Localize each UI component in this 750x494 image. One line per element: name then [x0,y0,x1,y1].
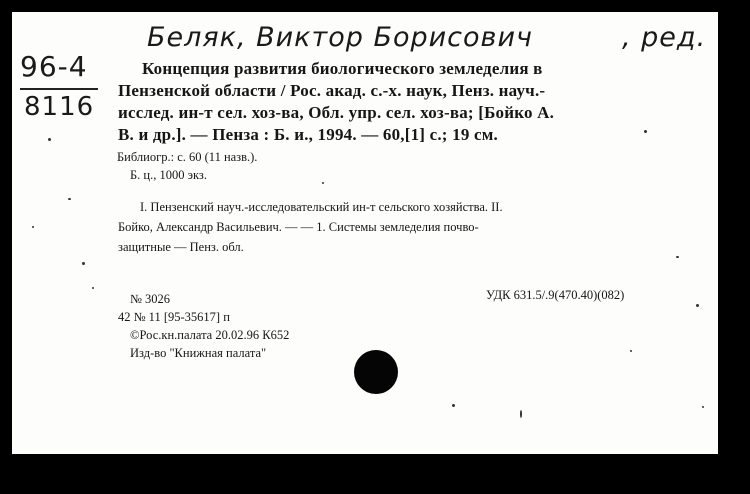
speck [82,262,85,265]
tracing-line-1: I. Пензенский науч.-исследовательский ин-т сельского хозяйства. II. [140,200,503,214]
udk-code: УДК 631.5/.9(470.40)(082) [486,288,625,302]
speck [630,350,632,352]
speck [702,406,704,408]
order-number: 42 № 11 [95-35617] п [118,310,230,324]
entry-line-1: Концепция развития биологического земледелия в [142,59,543,78]
speck [32,226,34,228]
publisher: Изд-во "Книжная палата" [130,346,267,360]
tracing-line-3: защитные — Пенз. обл. [118,240,244,254]
speck [452,404,455,407]
speck [322,182,324,184]
entry-line-4: В. и др.]. — Пенза : Б. и., 1994. — 60,[1] с.; 19 см. [118,125,498,144]
catalog-card [12,12,718,454]
hole-punch-blot [354,350,398,394]
entry-line-2: Пензенской области / Рос. акад. с.-х. наук, Пенз. науч.- [118,81,546,100]
handwritten-call-number-bottom: 8116 [24,92,95,122]
speck [696,304,699,307]
speck [48,138,51,141]
card-number: № 3026 [130,292,171,306]
speck [644,130,647,133]
speck [68,198,71,200]
handwritten-author: Беляк, Виктор Борисович [147,22,533,53]
call-number-underline [20,88,98,90]
entry-line-3: исслед. ин-т сел. хоз-ва, Обл. упр. сел. хоз-ва; [Бойко А. [118,103,555,122]
book-chamber: ©Рос.кн.палата 20.02.96 К652 [130,328,290,342]
price-note: Б. ц., 1000 экз. [130,168,207,182]
speck [520,410,522,418]
bibliography-note: Библиогр.: с. 60 (11 назв.). [117,150,258,164]
tracing-line-2: Бойко, Александр Васильевич. — — 1. Системы земледелия почво- [118,220,479,234]
handwritten-call-number-top: 96-4 [20,50,88,83]
speck [676,256,679,258]
handwritten-role: , ред. [622,22,707,53]
speck [92,287,94,289]
